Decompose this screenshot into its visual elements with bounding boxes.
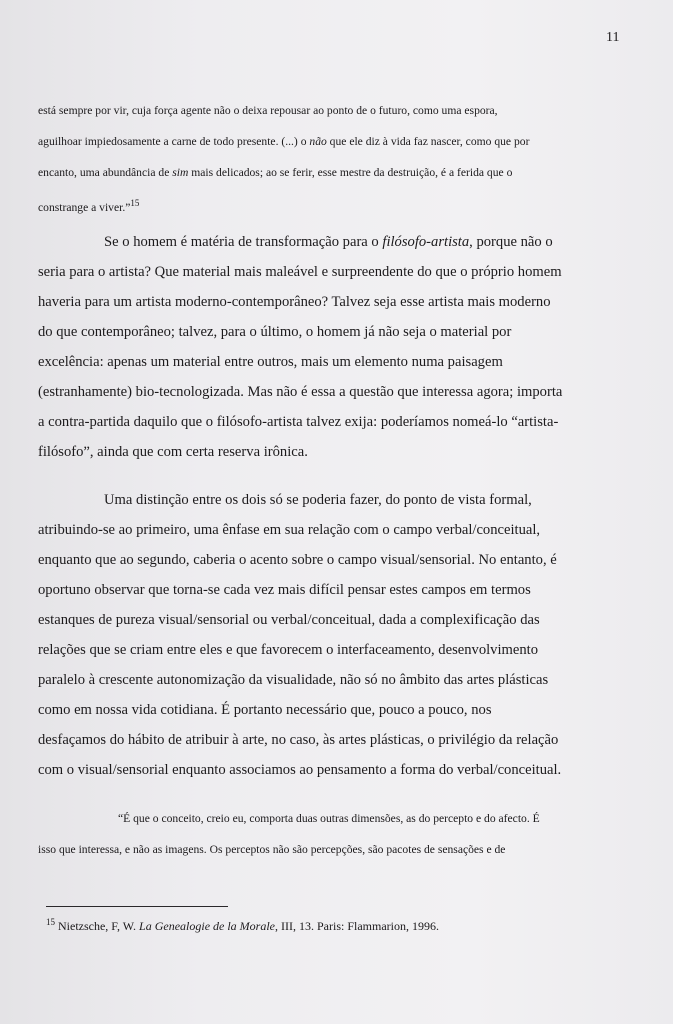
quote-line: constrange a viver.”$^{15}$ <box>38 198 140 214</box>
quote-line: está sempre por vir, cuja força agente não o deixa repousar ao ponto de o futuro, como uma espora, <box>38 104 498 117</box>
paragraph-line: atribuindo-se ao primeiro, uma ênfase em sua relação com o campo verbal/conceitual, <box>38 522 541 538</box>
paragraph-line: desfaçamos do hábito de atribuir à arte, no caso, às artes plásticas, o privilégio da relação <box>38 732 559 748</box>
paragraph-line: relações que se criam entre eles e que favorecem o interfaceamento, desenvolvimento <box>38 642 538 658</box>
paragraph-line: excelência: apenas um material entre outros, mais um elemento numa paisagem <box>38 354 503 370</box>
paragraph-2 <box>38 485 583 785</box>
footnote-reference[interactable]: 15 <box>130 198 140 208</box>
page-number: 11 <box>606 30 620 45</box>
quote-line: isso que interessa, e não as imagens. Os perceptos não são percepções, são pacotes de sensações e de <box>38 843 506 856</box>
quote-line: aguilhoar impiedosamente a carne de todo presente. (...) o não que ele diz à vida faz nascer, como que por <box>38 135 530 148</box>
footnote-title: La Genealogie de la Morale <box>139 919 276 933</box>
paragraph-line: estanques de pureza visual/sensorial ou verbal/conceitual, dada a complexificação das <box>38 612 540 628</box>
block-quote-deleuze <box>38 803 583 865</box>
paragraph-line: enquanto que ao segundo, caberia o acento sobre o campo visual/sensorial. No entanto, é <box>38 552 557 568</box>
quote-line: encanto, uma abundância de sim mais delicados; ao se ferir, esse mestre da destruição, é a ferida que o <box>38 166 513 179</box>
paragraph-line: haveria para um artista moderno-contemporâneo? Talvez seja esse artista mais moderno <box>38 294 551 310</box>
footnote-number: 15 <box>46 917 55 927</box>
emphasis-sim: sim <box>172 166 189 179</box>
paragraph-line: filósofo”, ainda que com certa reserva irônica. <box>38 444 308 460</box>
paragraph-line: (estranhamente) bio-tecnologizada. Mas não é essa a questão que interessa agora; importa <box>38 384 563 400</box>
footnote: $^{15}$ Nietzsche, F, W. La Genealogie de la Morale, III, 13. Paris: Flammarion, 1996. <box>46 917 439 933</box>
paragraph-line: paralelo à crescente autonomização da visualidade, não só no âmbito das artes plásticas <box>38 672 549 688</box>
footnote-divider <box>46 906 228 907</box>
paragraph-line: Uma distinção entre os dois só se poderia fazer, do ponto de vista formal, <box>104 492 532 508</box>
paragraph-line: com o visual/sensorial enquanto associamos ao pensamento a forma do verbal/conceitual. <box>38 762 562 778</box>
paragraph-line: a contra-partida daquilo que o filósofo-artista talvez exija: poderíamos nomeá-lo “artista- <box>38 414 559 430</box>
paragraph-line: como em nossa vida cotidiana. É portanto necessário que, pouco a pouco, nos <box>38 702 492 718</box>
quote-line: “É que o conceito, creio eu, comporta duas outras dimensões, as do percepto e do afecto. É <box>118 812 540 825</box>
emphasis-nao: não <box>309 135 327 148</box>
paragraph-1 <box>38 227 583 467</box>
paragraph-line: Se o homem é matéria de transformação para o filósofo-artista, porque não o <box>104 234 553 250</box>
block-quote-nietzsche <box>38 95 583 223</box>
paragraph-line: seria para o artista? Que material mais maleável e surpreendente do que o próprio homem <box>38 264 562 280</box>
emphasis-filosofo-artista: filósofo-artista <box>382 234 470 250</box>
paragraph-line: oportuno observar que torna-se cada vez mais difícil pensar estes campos em termos <box>38 582 531 598</box>
paragraph-line: do que contemporâneo; talvez, para o último, o homem já não seja o material por <box>38 324 512 340</box>
